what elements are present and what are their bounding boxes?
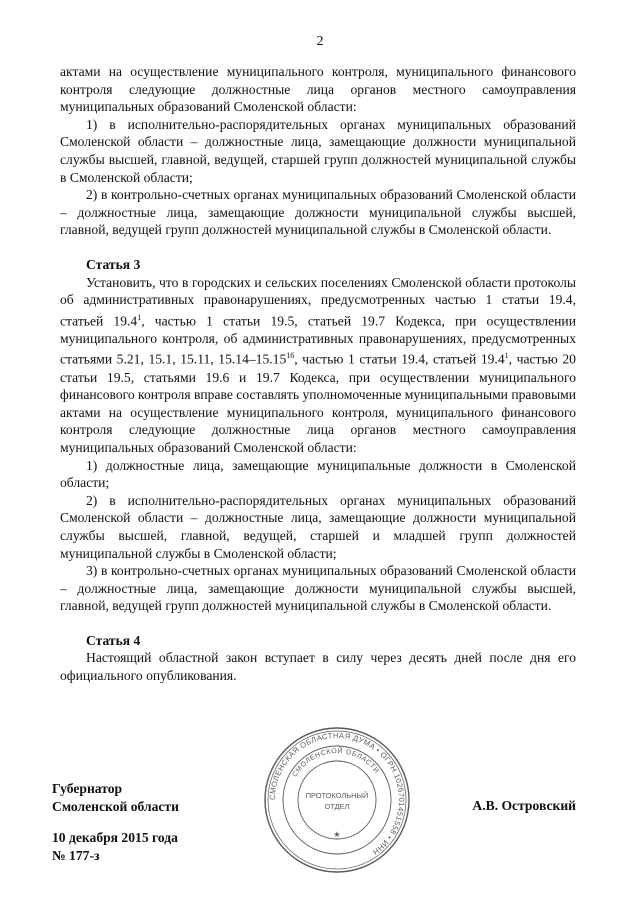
article-3-heading: Статья 3 (86, 256, 141, 272)
stamp-outer-text: СМОЛЕНСКАЯ ОБЛАСТНАЯ ДУМА • ОГРН 1026701451558 • ИНН (267, 730, 407, 857)
intro-paragraph-continuation: актами на осуществление муниципального контроля, муниципального финансового контроля следующие должностные лица органов местного самоуправления муниципальных образований Смоленской области: (60, 64, 576, 115)
article-3-item-1: 1) должностные лица, замещающие муниципальные должности в Смоленской области; (60, 457, 576, 491)
law-number: № 177-з (52, 847, 100, 863)
stamp-inner-text: СМОЛЕНСКОЙ ОБЛАСТИ (291, 747, 381, 779)
intro-item-2: 2) в контрольно-счетных органах муниципальных образований Смоленской области – должностные лица, замещающие должности муниципальной службы высшей, главной, ведущей групп должностей муниципальной службы в Смоленской области. (60, 187, 576, 238)
stamp-center-line-2: ОТДЕЛ (324, 802, 350, 811)
signatory-title-line-1: Губернатор (52, 781, 123, 796)
intro-item-1: 1) в исполнительно-распорядительных органах муниципальных образований Смоленской области – должностные лица, замещающие должности муниципальной службы высшей, главной, ведущей, старшей групп должностей муниципальной службы в Смоленской области; (60, 116, 576, 185)
article-4-text: Настоящий областной закон вступает в силу через десять дней после дня его официального опубликования. (60, 650, 576, 684)
page-number: 2 (316, 34, 324, 49)
article-3-item-2: 2) в исполнительно-распорядительных органах муниципальных образований Смоленской области – должностные лица, замещающие должности муниципальной службы высшей, главной, ведущей, старшей и младшей групп должностей муниципальной службы в Смоленской области; (60, 492, 576, 561)
article-4-heading: Статья 4 (86, 632, 141, 648)
document-body (60, 63, 576, 685)
stamp-center-line-1: ПРОТОКОЛЬНЫЙ (305, 791, 369, 800)
svg-text:СМОЛЕНСКОЙ ОБЛАСТИ (292, 746, 381, 778)
official-seal-stamp (262, 725, 412, 875)
article-3-item-3: 3) в контрольно-счетных органах муниципальных образований Смоленской области – должностные лица, замещающие должности муниципальной службы высшей, главной, ведущей групп должностей муниципальной службы в Смоленской области. (60, 563, 576, 614)
stamp-star-icon: ★ (333, 830, 341, 839)
law-date: 10 декабря 2015 года (52, 830, 178, 845)
signatory-title-line-2: Смоленской области (52, 798, 179, 814)
law-date-number (52, 829, 178, 864)
signatory-name: А.В. Островский (472, 798, 576, 813)
article-3-main-paragraph: Установить, что в городских и сельских поселениях Смоленской области протоколы об административных правонарушениях, предусмотренных частью 1 статьи 19.4, статьей 19.4$^1$, частью 1 статьи 19.5, статьей 19.7 Кодекса, при осуществлении муниципального контроля, об административных правонарушениях, предусмотренных статьями 5.21, 15.1, 15.11, 15.14–15.15$^{16}$, частью 1 статьи 19.4, статьей 19.4$^1$, частью 20 статьи 19.5, статьями 19.6 и 19.7 Кодекса, при осуществлении муниципального финансового контроля вправе составлять уполномоченные муниципальными правовыми актами на осуществление муниципального контроля, муниципального финансового контроля следующие должностные лица органов местного самоуправления муниципальных образований Смоленской области: (60, 274, 577, 455)
signatory-title (52, 780, 179, 815)
